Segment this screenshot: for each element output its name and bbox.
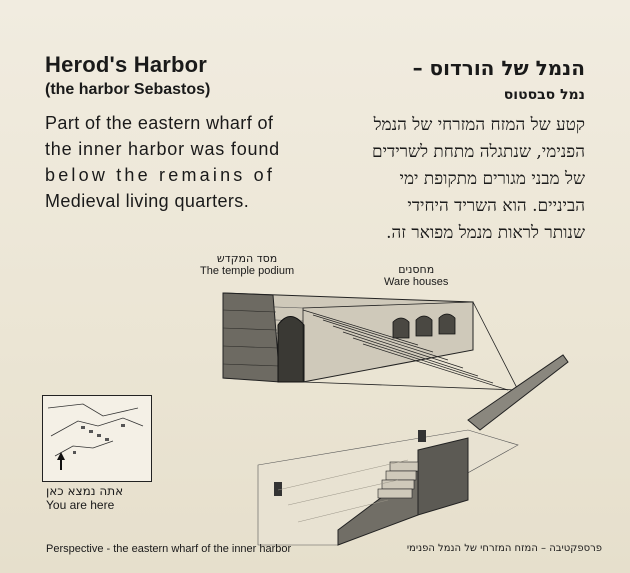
hebrew-body-line: של מבני מגורים מתקופת ימי (399, 169, 585, 189)
inset-map-drawing (43, 396, 151, 481)
english-subtitle: (the harbor Sebastos) (45, 81, 211, 98)
english-title: Herod's Harbor (45, 52, 208, 77)
warehouses-label-english: Ware houses (384, 276, 449, 288)
english-body-line: below the remains of (45, 165, 276, 185)
english-body-line: the inner harbor was found (45, 139, 280, 159)
location-inset-map (42, 395, 152, 482)
hebrew-title: הנמל של הורדוס – (412, 56, 585, 80)
warehouses-label-hebrew: מחסנים (398, 263, 435, 276)
english-body-line: Part of the eastern wharf of (45, 113, 274, 133)
caption-hebrew: פרספקטיבה – המזח המזרחי של הנמל הפנימי (406, 543, 602, 554)
caption-english: Perspective - the eastern wharf of the inner harbor (46, 543, 292, 555)
you-are-here-label (46, 484, 123, 512)
warehouses-label (384, 263, 448, 288)
hebrew-subtitle: נמל סבסטוס (503, 87, 585, 103)
hebrew-body-line: קטע של המזח המזרחי של הנמל (373, 115, 585, 135)
hebrew-body-line: שנותר לראות מנמל מפואר זה. (386, 223, 585, 243)
hebrew-body (305, 112, 585, 247)
english-body-line: Medieval living quarters. (45, 191, 250, 211)
temple-podium-label (200, 252, 294, 277)
hebrew-body-line: הביניים. הוא השריד היחידי (407, 196, 585, 216)
you-are-here-arrow-icon (57, 452, 65, 460)
hebrew-body-line: הפנימי, שנתגלה מתחת לשרידים (371, 142, 585, 162)
temple-podium-label-hebrew: מסד המקדש (216, 252, 278, 265)
you-are-here-hebrew: אתה נמצא כאן (46, 484, 124, 498)
you-are-here-english: You are here (46, 498, 115, 512)
english-body (45, 110, 305, 214)
temple-podium-label-english: The temple podium (200, 265, 295, 277)
wharf-perspective-drawing (218, 290, 578, 550)
